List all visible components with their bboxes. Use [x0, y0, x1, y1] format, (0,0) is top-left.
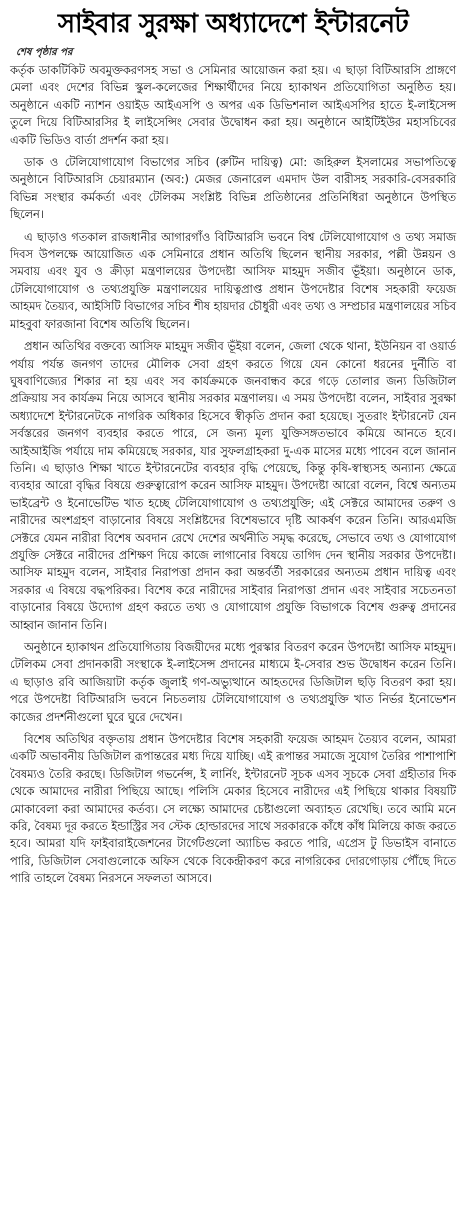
paragraph: বিশেষ অতিথির বক্তৃতায় প্রধান উপদেষ্টার বিশেষ সহকারী ফয়েজ আহমদ তৈয়্যব বলেন, আমরা একটি অভাবনীয় ডিজিটাল রূপান্তরের মধ্য দিয়ে যাচ্ছি। এই রূপান্তর সমাজে সুযোগ তৈরির পাশাপাশি বৈষম্যও তৈরি করছে। ডিজিটাল গভর্নেন্স, ই লার্নিং, ইন্টারনেট সূচক এসব সূচকে সেবা গ্রহীতার দিক থেকে আমাদের নারীরা পিছিয়ে আছে। পলিসি মেকার হিসেবে নারীদের এই পিছিয়ে থাকার বিষয়টি মোকাবেলা করা আমাদের কর্তব্য। সে লক্ষ্যে আমাদের চেষ্টাগুলো অব্যাহত রেখেছি। তবে আমি মনে করি, বৈষম্য দূর করতে ইন্ডাস্ট্রির সব স্টেক হোল্ডারদের সাথে সরকারকে কাঁধে কাঁধ মিলিয়ে কাজ করতে হবে। আমরা যদি ফাইবারাইজেশনের টার্গেটগুলো অ্যাচিভ করতে পারি, এপ্রেস টু ডিভাইস বানাতে পারি, ডিজিটাল সেবাগুলোকে অফিস থেকে বিকেন্দ্রীকরণ করে নাগরিকের দোরগোড়ায় পৌঁছে দিতে পারি তাহলে বৈষম্য নিরসনে সফলতা আসবে।	[10, 733, 456, 886]
paragraph: ডাক ও টেলিযোগাযোগ বিভাগের সচিব (রুটিন দায়িত্ব) মো: জহিরুল ইসলামের সভাপতিত্বে অনুষ্ঠানে বিটিআরসি চেয়ারম্যান (অব:) মেজর জেনারেল এমদাদ উল বারীসহ সরকারি-বেসরকারি বিভিন্ন সংস্থার কর্মকর্তা এবং টেলিকম সংশ্লিষ্ট বিভিন্ন প্রতিষ্ঠানের প্রতিনিধিরা অনুষ্ঠানে উপস্থিত ছিলেন।	[10, 156, 456, 222]
paragraph: কর্তৃক ডাকটিকিট অবমুক্তকরণসহ সভা ও সেমিনার আয়োজন করা হয়। এ ছাড়া বিটিআরসি প্রাঙ্গণে মেলা এবং দেশের বিভিন্ন স্কুল-কলেজের শিক্ষার্থীদের নিয়ে হ্যাকাথন প্রতিযোগিতা অনুষ্ঠিত হয়। অনুষ্ঠানে একটি ন্যাশন ওয়াইড আইএসপি ও অপর এক ডিভিশনাল আইএসপির হাতে ই-লাইসেন্স তুলে দিয়ে বিটিআরসির ই লাইসেন্সিং সেবার উদ্বোধন করা হয়। অনুষ্ঠানে আইটিইউর মহাসচিবের একটি ভিডিও বার্তা প্রদর্শন করা হয়।	[10, 64, 456, 147]
paragraph: অনুষ্ঠানে হ্যাকাথন প্রতিযোগিতায় বিজয়ীদের মধ্যে পুরস্কার বিতরণ করেন উপদেষ্টা আসিফ মাহমুদ। টেলিকম সেবা প্রদানকারী সংস্থাকে ই-লাইসেন্স প্রদানের মাধ্যমে ই-সেবার শুভ উদ্বোধন করেন তিনি। এ ছাড়াও রবি আজিয়াটা কর্তৃক জুলাই গণ-অভ্যুত্থানে আহতদের ডিজিটাল ছড়ি বিতরণ করা হয়। পরে উপদেষ্টা বিটিআরসি ভবনে নিচতলায় টেলিযোগাযোগ ও তথ্যপ্রযুক্তি খাত নির্ভর ইনোভেশন কাজের প্রদর্শনীগুলো ঘুরে ঘুরে দেখেন।	[10, 641, 456, 724]
article-body	[10, 62, 456, 888]
headline: সাইবার সুরক্ষা অধ্যাদেশে ইন্টারনেট	[57, 9, 409, 39]
paragraph: প্রধান অতিথির বক্তব্যে আসিফ মাহমুদ সজীব ভূঁইয়া বলেন, জেলা থেকে থানা, ইউনিয়ন বা ওয়ার্ড পর্যায় পর্যন্ত জনগণ তাদের মৌলিক সেবা গ্রহণ করতে গিয়ে যেন কোনো ধরনের দুর্নীতি বা ঘুষবাণিজ্যের শিকার না হয় এবং সব কার্যক্রমকে জনবান্ধব করে গড়ে তোলার জন্য ডিজিটাল প্রক্রিয়ায় সব কার্যক্রম নিয়ে আসবে স্থানীয় সরকার মন্ত্রণালয়। এ সময় উপদেষ্টা বলেন, সাইবার সুরক্ষা অধ্যাদেশে ইন্টারনেটকে নাগরিক অধিকার হিসেবে স্বীকৃতি প্রদান করা হয়েছে। সুতরাং ইন্টারনেট যেন সর্বস্তরের জনগণ ব্যবহার করতে পারে, সে জন্য মূল্য যুক্তিসঙ্গতভাবে কমিয়ে আনতে হবে। আইআইজি পর্যায়ে দাম কমিয়েছে সরকার, যার সুফলগ্রাহকরা দু-এক মাসের মধ্যে পাবেন বলে জানান তিনি। এ ছাড়াও শিক্ষা খাতে ইন্টারনেটের ব্যবহার বৃদ্ধি পেয়েছে, কিন্তু কৃষি-স্বাস্থ্যসহ অন্যান্য ক্ষেত্রে ব্যবহার আরো বৃদ্ধির বিষয়ে গুরুত্বারোপ করেন আসিফ মাহমুদ। উপদেষ্টা আরো বলেন, বিশ্বে অন্যতম ভাইব্রেন্ট ও ইনোভেটিভ খাত হচ্ছে টেলিযোগাযোগ ও তথ্যপ্রযুক্তি; এই সেক্টরে আমাদের তরুণ ও নারীদের অংশগ্রহণ বাড়ানোর বিষয়ে সংশ্লিষ্টদের বিশেষভাবে দৃষ্টি আকর্ষণ করেন তিনি। আরএমজি সেক্টরে যেমন নারীরা বিশেষ অবদান রেখে দেশের অর্থনীতি সমৃদ্ধ করেছে, সেভাবে তথ্য ও যোগাযোগ প্রযুক্তি সেক্টরে নারীদের প্রশিক্ষণ দিয়ে কাজে লাগানোর বিষয়ে তাগিদ দেন স্থানীয় সরকার উপদেষ্টা। আসিফ মাহমুদ বলেন, সাইবার নিরাপত্তা প্রদান করা অন্তর্বর্তী সরকারের অন্যতম প্রধান দায়িত্ব এবং সরকার এ বিষয়ে বদ্ধপরিকর। বিশেষ করে নারীদের সাইবার নিরাপত্তা প্রদান এবং সাইবার সচেতনতা বাড়ানোর বিষয়ে উদ্যোগ গ্রহণ করতে তথ্য ও যোগাযোগ প্রযুক্তি বিভাগকে বিশেষ গুরুত্ব প্রদানের আহ্বান জানান তিনি।	[10, 340, 456, 632]
continuation-label: শেষ পৃষ্ঠার পর	[16, 47, 73, 58]
paragraph: এ ছাড়াও গতকাল রাজধানীর আগারগাঁও বিটিআরসি ভবনে বিশ্ব টেলিযোগাযোগ ও তথ্য সমাজ দিবস উপলক্ষে আয়োজিত এক সেমিনারে প্রধান অতিথি ছিলেন স্থানীয় সরকার, পল্লী উন্নয়ন ও সমবায় এবং যুব ও ক্রীড়া মন্ত্রণালয়ের উপদেষ্টা আসিফ মাহমুদ সজীব ভূঁইয়া। অনুষ্ঠানে ডাক, টেলিযোগাযোগ ও তথ্যপ্রযুক্তি মন্ত্রণালয়ের দায়িত্বপ্রাপ্ত প্রধান উপদেষ্টার বিশেষ সহকারী ফয়েজ আহমদ তৈয়্যব, আইসিটি বিভাগের সচিব শীষ হায়দার চৌধুরী এবং তথ্য ও সম্প্রচার মন্ত্রণালয়ের সচিব মাহবুবা ফারজানা বিশেষ অতিথি ছিলেন।	[10, 230, 456, 331]
